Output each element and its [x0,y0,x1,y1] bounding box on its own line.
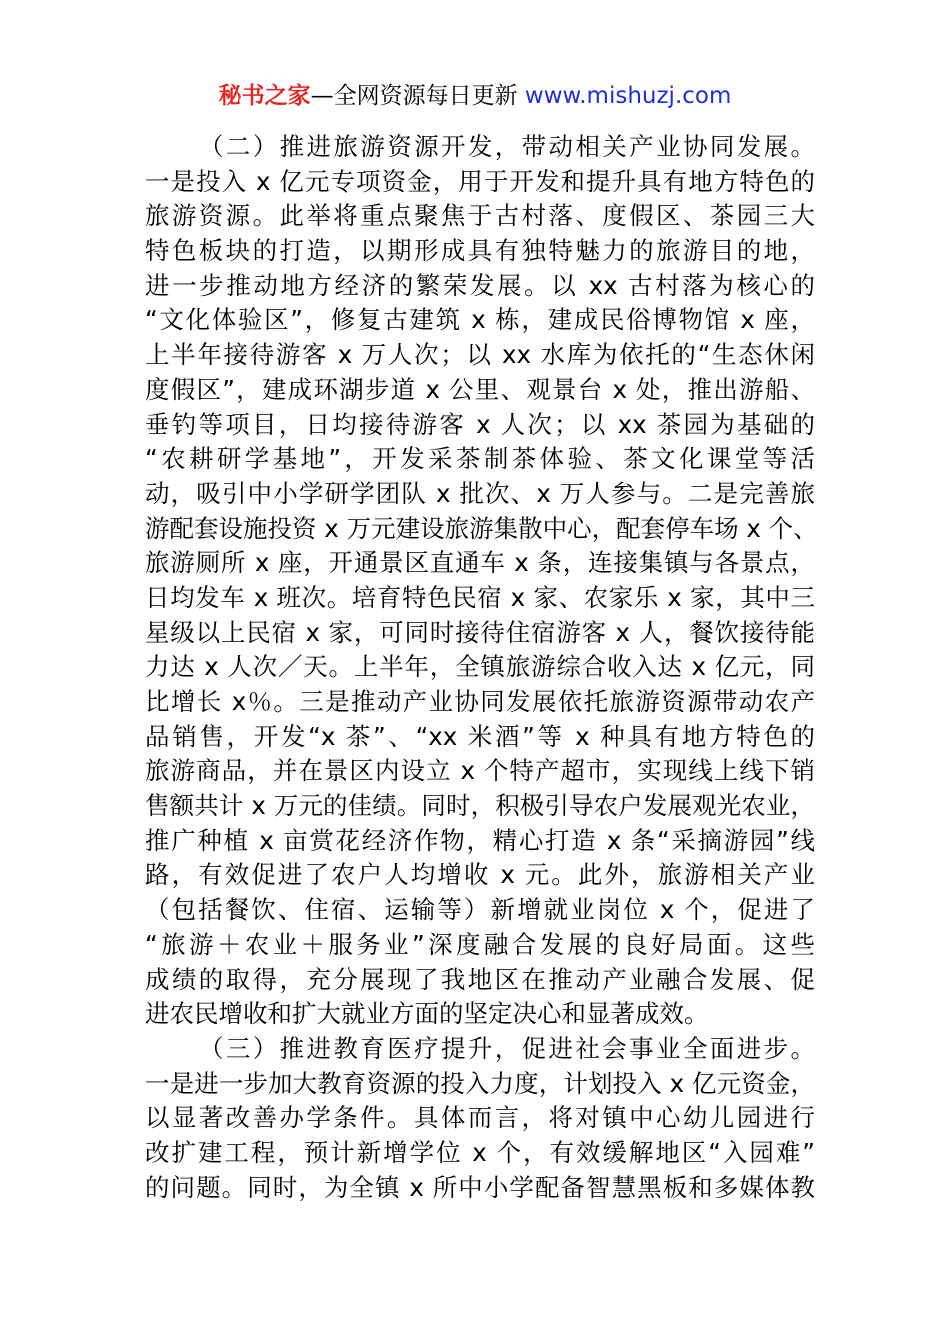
text-line: 比增长 x％。三是推动产业协同发展依托旅游资源带动农产 [145,687,815,716]
text-line: 旅游商品，并在景区内设立 x 个特产超市，实现线上线下销 [145,756,815,786]
text-line: 进一步推动地方经济的繁荣发展。以 xx 古村落为核心的 [145,270,815,300]
text-line: 进农民增收和扩大就业方面的坚定决心和显著成效。 [145,999,709,1029]
text-line: 以显著改善办学条件。具体而言，将对镇中心幼儿园进行 [145,1103,815,1133]
text-line: 动，吸引中小学研学团队 x 批次、x 万人参与。二是完善旅 [145,478,815,508]
text-line: 力达 x 人次／天。上半年，全镇旅游综合收入达 x 亿元，同 [145,652,815,682]
text-line: 品销售，开发“x 茶”、“xx 米酒”等 x 种具有地方特色的 [145,721,815,751]
text-line: 旅游厕所 x 座，开通景区直通车 x 条，连接集镇与各景点， [145,548,815,578]
text-line: “文化体验区”，修复古建筑 x 栋，建成民俗博物馆 x 座， [145,305,815,335]
text-line: 推广种植 x 亩赏花经济作物，精心打造 x 条“采摘游园”线 [145,825,815,855]
text-line: 星级以上民宿 x 家，可同时接待住宿游客 x 人，餐饮接待能 [145,617,815,647]
text-line: 成绩的取得，充分展现了我地区在推动产业融合发展、促 [145,964,815,994]
text-line: “旅游＋农业＋服务业”深度融合发展的良好局面。这些 [145,929,815,959]
text-line: （包括餐饮、住宿、运输等）新增就业岗位 x 个，促进了 [145,895,815,925]
text-line: 售额共计 x 万元的佳绩。同时，积极引导农户发展观光农业， [145,791,815,821]
text-line: 旅游资源。此举将重点聚焦于古村落、度假区、茶园三大 [145,201,815,231]
text-line: 改扩建工程，预计新增学位 x 个，有效缓解地区“入园难” [145,1137,815,1167]
text-line: 垂钓等项目，日均接待游客 x 人次；以 xx 茶园为基础的 [145,409,815,439]
section-heading: （二）推进旅游资源开发，带动相关产业协同发展。 [199,132,815,161]
text-line: 一是进一步加大教育资源的投入力度，计划投入 x 亿元资金， [145,1068,815,1098]
section-heading: （三）推进教育医疗提升，促进社会事业全面进步。 [199,1033,815,1063]
site-header [0,80,950,112]
header-tagline: —全网资源每日更新 [310,83,525,109]
text-line: 游配套设施投资 x 万元建设旅游集散中心，配套停车场 x 个、 [145,513,818,543]
text-line: 路，有效促进了农户人均增收 x 元。此外，旅游相关产业 [145,860,815,890]
site-url-link[interactable]: www.mishuzj.com [524,83,732,109]
text-line: 度假区”，建成环湖步道 x 公里、观景台 x 处，推出游船、 [145,374,815,404]
document-body [145,130,818,1205]
text-line: 上半年接待游客 x 万人次；以 xx 水库为依托的“生态休闲 [145,340,815,370]
text-line: 的问题。同时，为全镇 x 所中小学配备智慧黑板和多媒体教 [145,1172,815,1202]
text-line: “农耕研学基地”，开发采茶制茶体验、茶文化课堂等活 [145,444,815,474]
text-line: 日均发车 x 班次。培育特色民宿 x 家、农家乐 x 家，其中三 [145,582,815,612]
text-line: 特色板块的打造，以期形成具有独特魅力的旅游目的地， [145,236,815,266]
text-line: 一是投入 x 亿元专项资金，用于开发和提升具有地方特色的 [145,166,815,196]
brand-name: 秘书之家 [218,83,311,109]
